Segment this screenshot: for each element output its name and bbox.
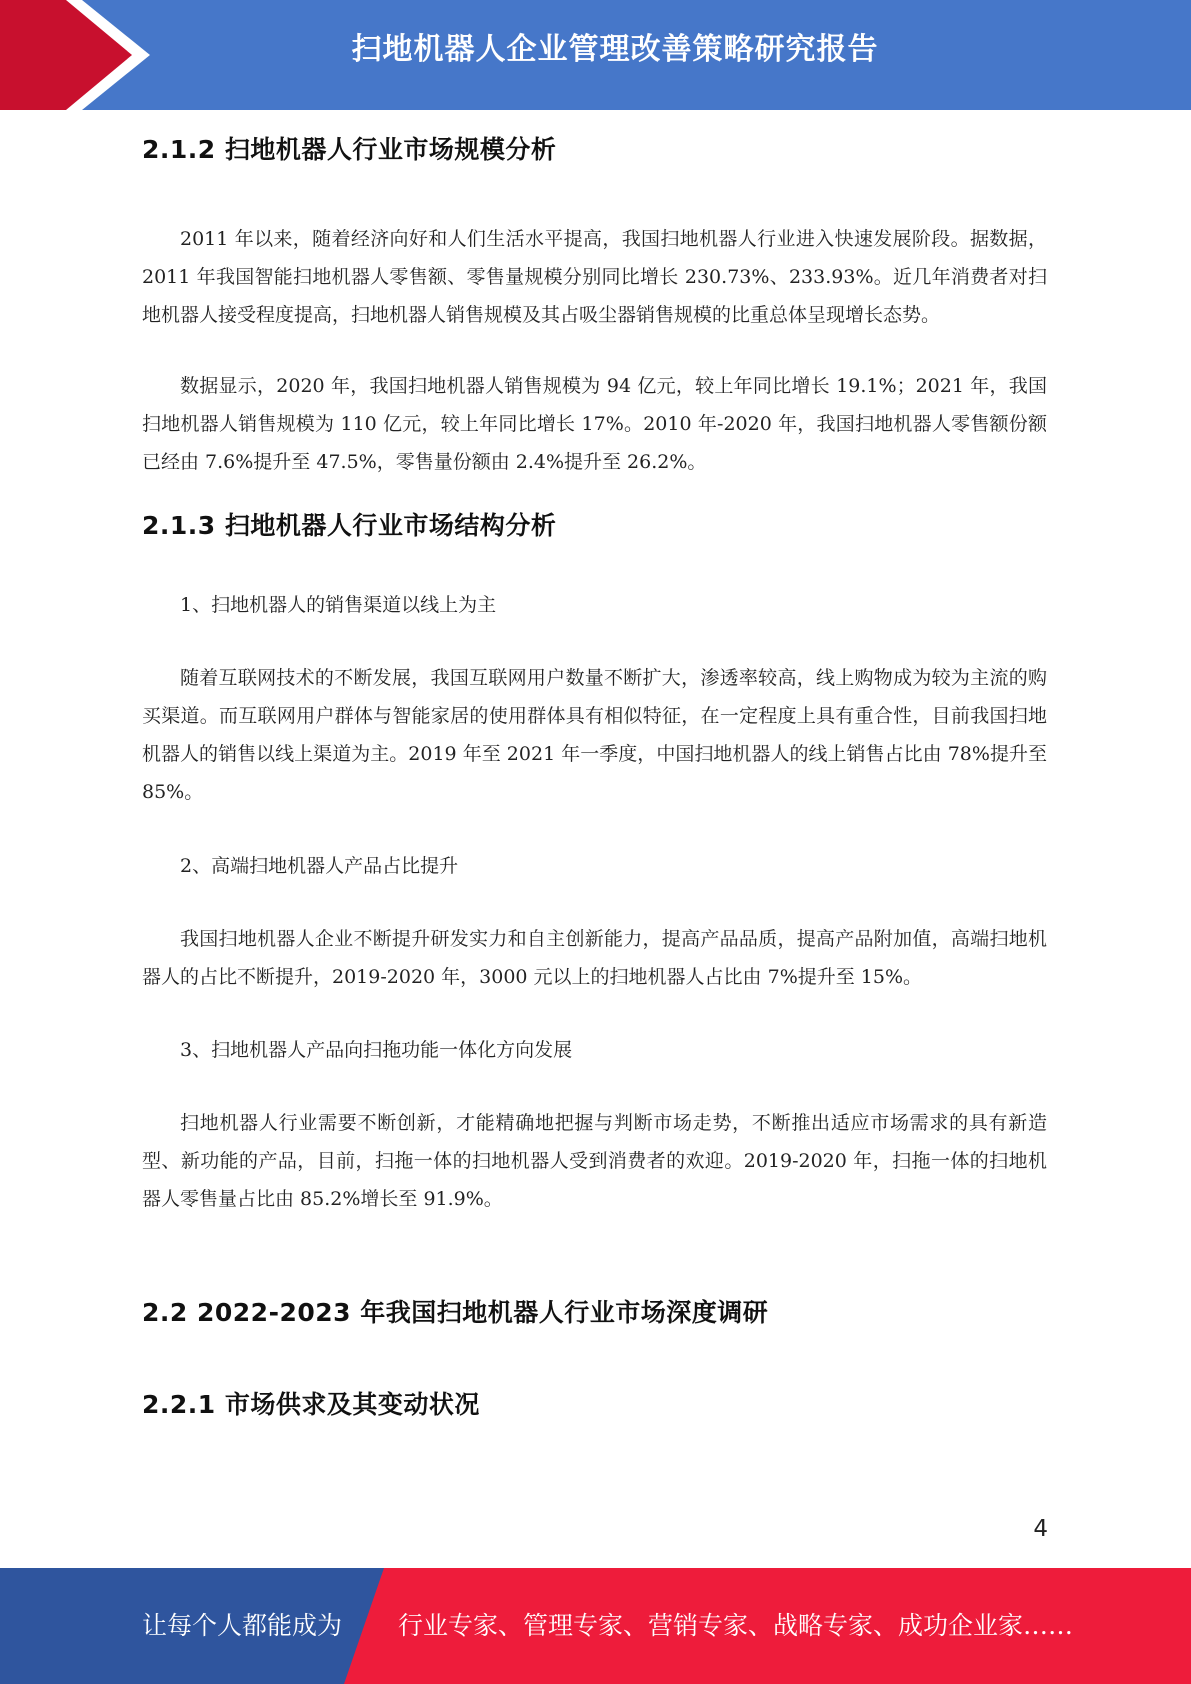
subheading-high-end: 2、高端扫地机器人产品占比提升 bbox=[180, 855, 459, 877]
subheading-sweep-mop: 3、扫地机器人产品向扫拖功能一体化方向发展 bbox=[180, 1039, 573, 1061]
subheading-online-channel: 1、扫地机器人的销售渠道以线上为主 bbox=[180, 594, 497, 616]
paragraph-online-channel: 随着互联网技术的不断发展，我国互联网用户数量不断扩大，渗透率较高，线上购物成为较为主流的购买渠道。而互联网用户群体与智能家居的使用群体具有相似特征，在一定程度上具有重合性，目前我国扫地机器人的销售以线上渠道为主。2019 年至 2021 年一季度，中国扫地机器人的线上销售占比由 78%提升至 85%。 bbox=[142, 667, 1047, 803]
section-heading-2-1-3: 2.1.3 扫地机器人行业市场结构分析 bbox=[142, 511, 557, 540]
section-heading-2-2-1: 2.2.1 市场供求及其变动状况 bbox=[142, 1390, 480, 1419]
header-chevron-red bbox=[0, 0, 132, 110]
footer-slogan-right: 行业专家、管理专家、营销专家、战略专家、成功企业家…… bbox=[398, 1611, 1074, 1640]
footer-slogan-left: 让每个人都能成为 bbox=[142, 1611, 343, 1640]
paragraph-sales-scale: 数据显示，2020 年，我国扫地机器人销售规模为 94 亿元，较上年同比增长 19.1%；2021 年，我国扫地机器人销售规模为 110 亿元，较上年同比增长 17%。2010 年-2020 年，我国扫地机器人零售额份额已经由 7.6%提升至 47.5%，零售量份额由 2.4%提升至 26.2%。 bbox=[142, 375, 1047, 473]
page-header bbox=[0, 0, 1191, 110]
header-chevron-decoration bbox=[0, 0, 160, 110]
report-title: 扫地机器人企业管理改善策略研究报告 bbox=[351, 32, 879, 67]
section-heading-2-2: 2.2 2022-2023 年我国扫地机器人行业市场深度调研 bbox=[142, 1298, 769, 1327]
paragraph-market-growth: 2011 年以来，随着经济向好和人们生活水平提高，我国扫地机器人行业进入快速发展阶段。据数据，2011 年我国智能扫地机器人零售额、零售量规模分别同比增长 230.73%、233.93%。近几年消费者对扫地机器人接受程度提高，扫地机器人销售规模及其占吸尘器销售规模的比重总体呈现增长态势。 bbox=[142, 228, 1047, 326]
page-number: 4 bbox=[1033, 1516, 1048, 1542]
page-footer bbox=[0, 1568, 1191, 1684]
paragraph-sweep-mop: 扫地机器人行业需要不断创新，才能精确地把握与判断市场走势，不断推出适应市场需求的具有新造型、新功能的产品，目前，扫拖一体的扫地机器人受到消费者的欢迎。2019-2020 年，扫拖一体的扫地机器人零售量占比由 85.2%增长至 91.9%。 bbox=[142, 1112, 1047, 1210]
section-heading-2-1-2: 2.1.2 扫地机器人行业市场规模分析 bbox=[142, 135, 557, 164]
page-content bbox=[142, 125, 1047, 1430]
paragraph-high-end: 我国扫地机器人企业不断提升研发实力和自主创新能力，提高产品品质，提高产品附加值，高端扫地机器人的占比不断提升，2019-2020 年，3000 元以上的扫地机器人占比由 7%提升至 15%。 bbox=[142, 928, 1047, 988]
